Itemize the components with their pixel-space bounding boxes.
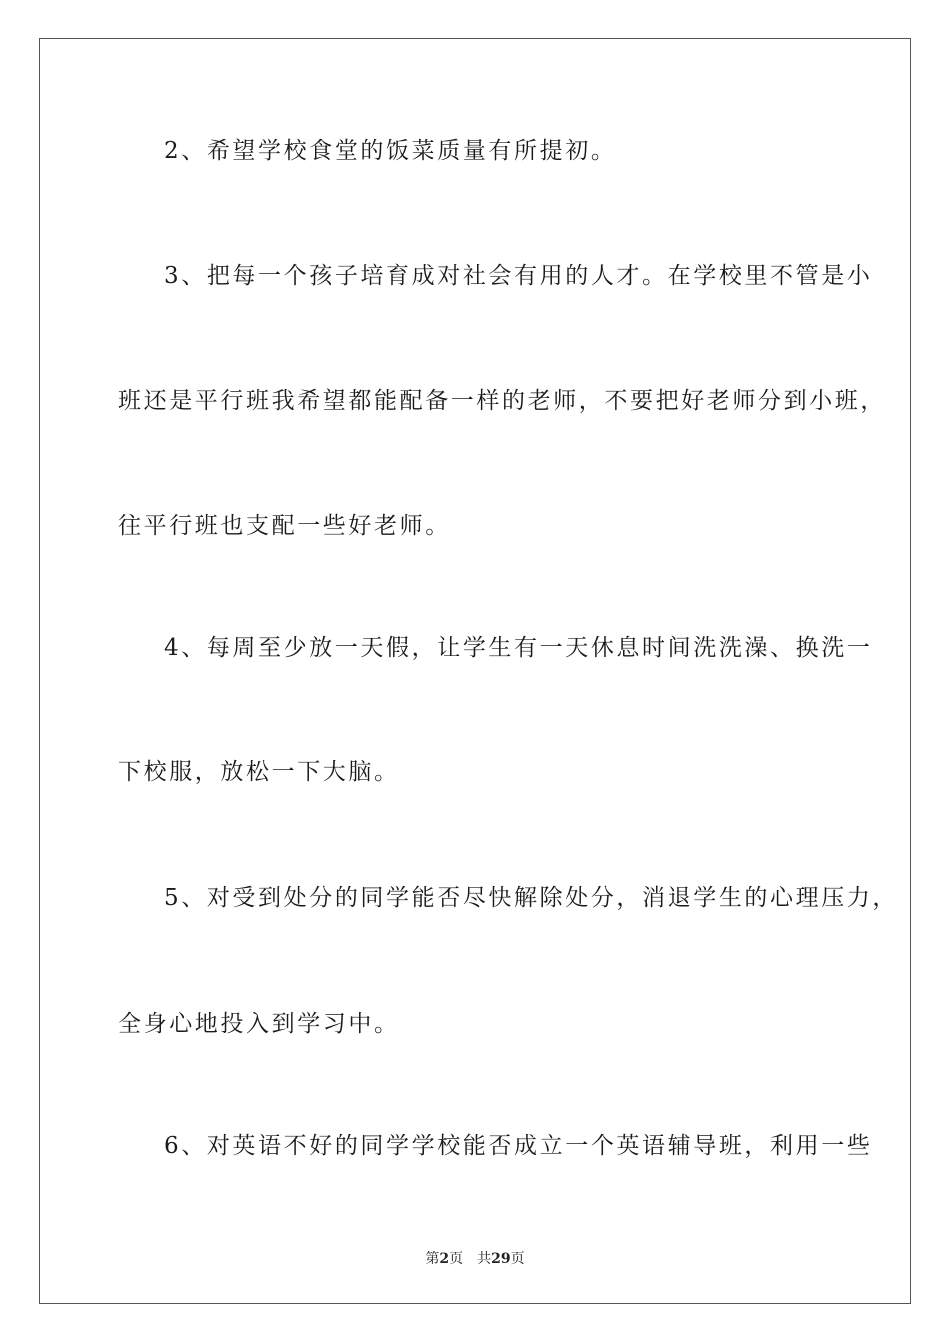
paragraph-5-line-2: 全身心地投入到学习中。 <box>118 1011 400 1037</box>
paragraph-4-line-1: 4、每周至少放一天假，让学生有一天休息时间洗洗澡、换洗一 <box>164 635 873 661</box>
paragraph-4-line-2: 下校服，放松一下大脑。 <box>118 759 400 785</box>
total-prefix: 共 <box>477 1251 492 1267</box>
page-footer <box>0 1248 950 1268</box>
page-border <box>39 38 911 1304</box>
paragraph-3-line-2: 班还是平行班我希望都能配备一样的老师，不要把好老师分到小班， <box>118 388 886 414</box>
total-pages: 29 <box>491 1251 511 1267</box>
page-suffix: 页 <box>449 1251 464 1267</box>
paragraph-3-line-1: 3、把每一个孩子培育成对社会有用的人才。在学校里不管是小 <box>164 263 873 289</box>
paragraph-2-line-1: 2、希望学校食堂的饭菜质量有所提初。 <box>164 138 617 164</box>
paragraph-3-line-3: 往平行班也支配一些好老师。 <box>118 513 451 539</box>
page-prefix: 第 <box>425 1251 440 1267</box>
page-number: 2 <box>439 1251 450 1267</box>
paragraph-6-line-1: 6、对英语不好的同学学校能否成立一个英语辅导班，利用一些 <box>164 1133 873 1159</box>
total-suffix: 页 <box>510 1251 525 1267</box>
paragraph-5-line-1: 5、对受到处分的同学能否尽快解除处分，消退学生的心理压力， <box>164 885 899 911</box>
